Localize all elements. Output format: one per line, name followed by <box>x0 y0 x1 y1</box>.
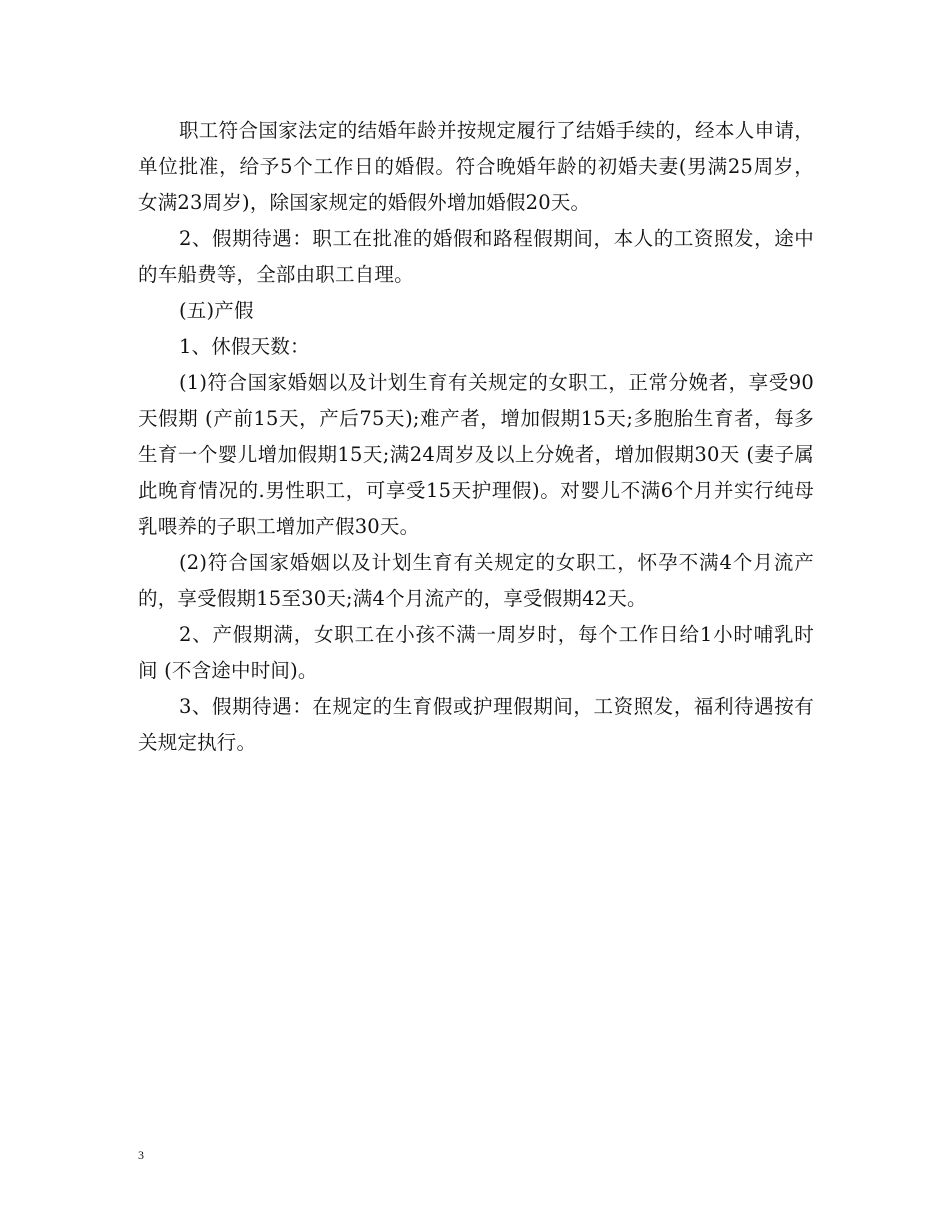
paragraph-childbirth-leave: (1)符合国家婚姻以及计划生育有关规定的女职工，正常分娩者，享受90天假期 (产前15天，产后75天);难产者，增加假期15天;多胞胎生育者，每多生育一个婴儿增加假期15天;满24周岁及以上分娩者，增加假期30天 (妻子属此晚育情况的.男性职工，可享受15天护理假)。对婴儿不满6个月并实行纯母乳喂养的子职工增加产假30天。 <box>138 371 814 538</box>
section-heading-maternity-leave: (五)产假 <box>178 299 254 322</box>
document-body <box>138 113 814 761</box>
subheading-leave-days: 1、休假天数： <box>178 335 310 358</box>
paragraph-marriage-leave-pay: 2、假期待遇：职工在批准的婚假和路程假期间，本人的工资照发，途中的车船费等，全部由职工自理。 <box>138 227 814 286</box>
paragraph-nursing-time: 2、产假期满，女职工在小孩不满一周岁时，每个工作日给1小时哺乳时间 (不含途中时间)。 <box>138 623 814 682</box>
page-number: 3 <box>138 1148 144 1162</box>
paragraph-miscarriage-leave: (2)符合国家婚姻以及计划生育有关规定的女职工，怀孕不满4个月流产的，享受假期15至30天;满4个月流产的，享受假期42天。 <box>138 551 814 610</box>
paragraph-marriage-leave: 职工符合国家法定的结婚年龄并按规定履行了结婚手续的，经本人申请，单位批准，给予5个工作日的婚假。符合晚婚年龄的初婚夫妻(男满25周岁，女满23周岁)，除国家规定的婚假外增加婚假20天。 <box>138 119 814 214</box>
paragraph-maternity-pay: 3、假期待遇：在规定的生育假或护理假期间，工资照发，福利待遇按有关规定执行。 <box>138 695 814 754</box>
